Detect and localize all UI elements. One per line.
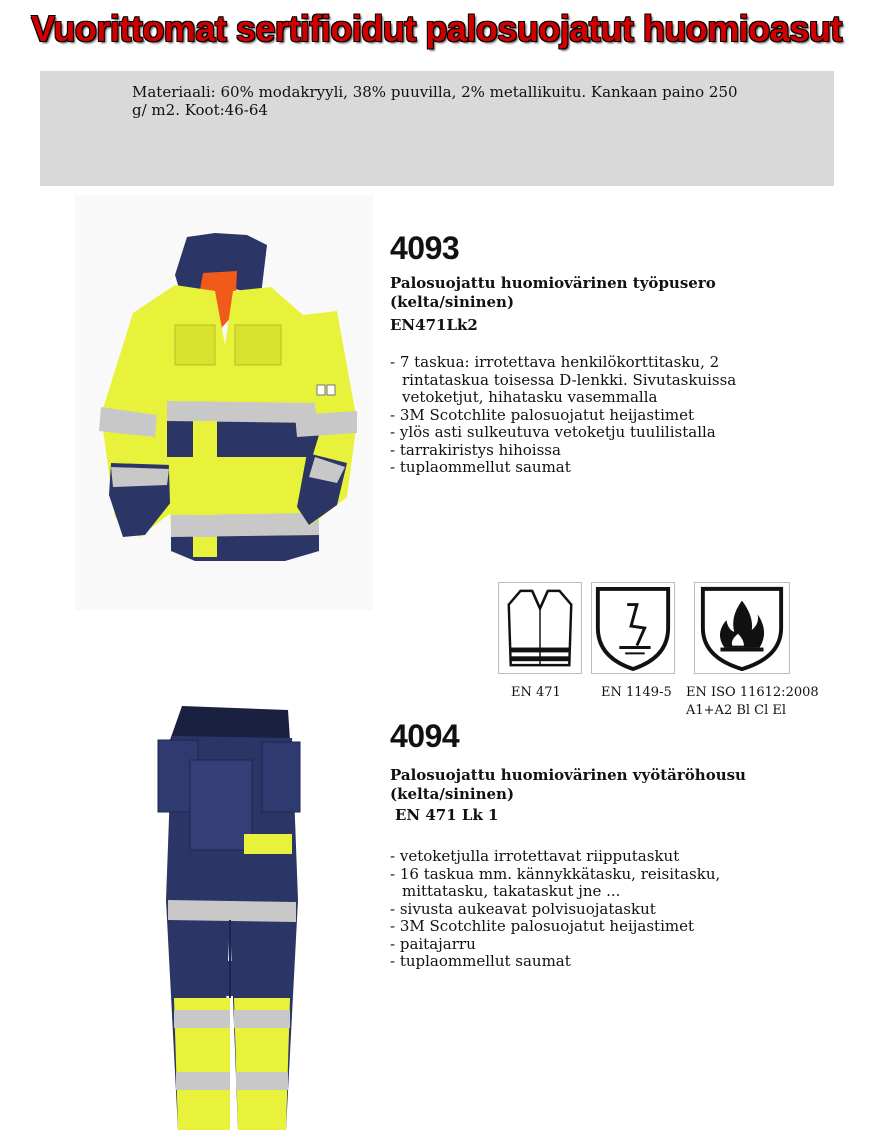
material-description: Materiaali: 60% modakryyli, 38% puuvilla, 2% metallikuitu. Kankaan paino 250 g/ m2. Koot:46-64	[132, 83, 738, 119]
product-name: Palosuojattu huomiovärinen vyötäröhousu (kelta/sininen)	[390, 766, 746, 803]
feature-list	[390, 354, 810, 477]
cert-label-iso11612: EN ISO 11612:2008	[686, 685, 819, 700]
product-standard: EN 471 Lk 1	[395, 806, 499, 824]
feature-item: - 3M Scotchlite palosuojatut heijastimet	[390, 407, 810, 425]
cert-label-en471: EN 471	[511, 685, 561, 700]
feature-item: - tuplaommellut saumat	[390, 953, 810, 971]
pants-photo	[150, 700, 305, 1140]
feature-item: - 16 taskua mm. kännykkätasku, reisitasku, mittatasku, takataskut jne ...	[390, 866, 810, 901]
hi-vis-vest-icon	[498, 582, 582, 674]
feature-item: - 3M Scotchlite palosuojatut heijastimet	[390, 918, 810, 936]
product-name: Palosuojattu huomiovärinen työpusero (kelta/sininen)	[390, 274, 716, 311]
flame-shield-icon	[694, 582, 790, 674]
jacket-photo	[75, 195, 373, 610]
feature-item: - vetoketjulla irrotettavat riipputaskut	[390, 848, 810, 866]
feature-item: - 7 taskua: irrotettava henkilökorttitasku, 2 rintataskua toisessa D-lenkki. Sivutaskuissa vetoketjut, hihatasku vasemmalla	[390, 354, 810, 407]
product-code-4093: 4093	[390, 230, 460, 266]
cert-label-iso11612-classes: A1+A2 Bl Cl El	[686, 703, 787, 718]
page-title: Vuorittomat sertifioidut palosuojatut huomioasut	[31, 8, 842, 49]
product-standard: EN471Lk2	[390, 316, 478, 334]
feature-item: - tarrakiristys hihoissa	[390, 442, 810, 460]
feature-item: - tuplaommellut saumat	[390, 459, 810, 477]
feature-item: - ylös asti sulkeutuva vetoketju tuulilistalla	[390, 424, 810, 442]
feature-item: - paitajarru	[390, 936, 810, 954]
feature-item: - sivusta aukeavat polvisuojataskut	[390, 901, 810, 919]
cert-label-en1149: EN 1149-5	[601, 685, 672, 700]
material-info-box	[40, 71, 834, 186]
feature-list	[390, 848, 810, 971]
product-code-4094: 4094	[390, 718, 460, 754]
antistatic-shield-icon	[591, 582, 675, 674]
